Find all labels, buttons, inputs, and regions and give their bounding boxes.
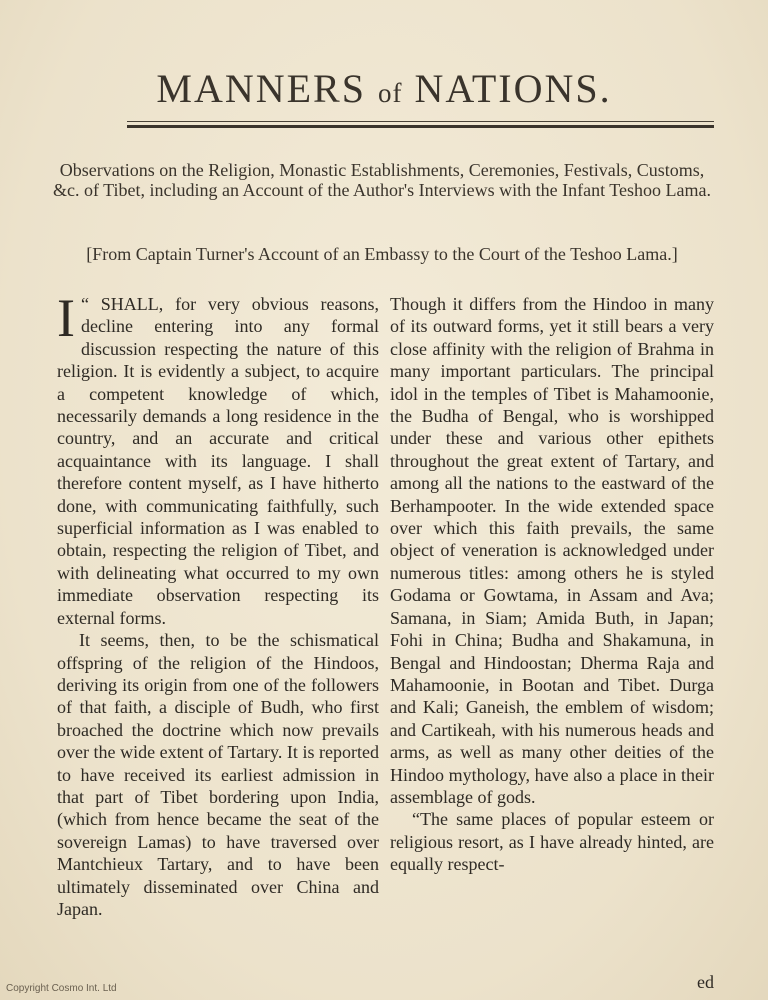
left-para-2: It seems, then, to be the schismatical offspring of the religion of the Hindoos, deriving its origin from one of the followers of that faith, a disciple of Budh, who first broached the doctrine which now prevails over the wide extent of Tartary. It is reported to have received its earliest admission in that part of Tibet bordering upon India, (which from hence became the seat of the sovereign Lamas) to have traversed over Mantchieux Tartary, and to have been ultimately disseminated over China and Japan.: [57, 630, 379, 919]
article-source: [From Captain Turner's Account of an Embassy to the Court of the Teshoo Lama.]: [86, 244, 678, 264]
title-of: of: [377, 77, 403, 108]
page-title: [0, 65, 768, 112]
left-para-1-text: SHALL, for very obvious reasons, decline entering into any formal discussion respecting the nature of this religion. It is evidently a subject, to acquire a competent knowledge of which, necessarily demands a long residence in the country, and an accurate and critical acquaintance with its language. I shall therefore content myself, as I have hitherto done, with communicating faithfully, such superficial information as I was enabled to obtain, respecting the religion of Tibet, and with delineating what occurred to my own immediate observation respecting its external forms.: [57, 294, 379, 628]
left-para-1: [57, 288, 379, 629]
left-column: [57, 288, 379, 920]
title-part-1: MANNERS: [156, 65, 366, 111]
right-column: [390, 293, 714, 876]
right-para-1: Though it differs from the Hindoo in many of its outward forms, yet it still bears a very close affinity with the religion of Brahma in many important particulars. The principal idol in the temples of Tibet is Mahamoonie, the Budha of Bengal, who is worshipped under these and various other epithets throughout the great extent of Tartary, and among all the nations to the eastward of the Berhampooter. In the wide extended space over which this faith prevails, the same object of veneration is acknowledged under numerous titles: among others he is styled Godama or Gowtama, in Assam and Ava; Samana, in Siam; Amida Buth, in Japan; Fohi in China; Budha and Shakamuna, in Bengal and Hindoostan; Dherma Raja and Mahamoonie, in Bootan and Tibet. Durga and Kali; Ganeish, the emblem of wisdom; and Cartikeah, with his numerous heads and arms, as well as many other deities of the Hindoo mythology, have also a place in their assemblage of gods.: [390, 294, 714, 807]
copyright-watermark: Copyright Cosmo Int. Ltd: [6, 983, 117, 994]
title-rule-thin: [127, 121, 714, 122]
catchword: ed: [697, 972, 714, 992]
drop-cap: I: [57, 288, 75, 348]
title-rule-thick: [127, 125, 714, 128]
title-part-2: NATIONS.: [414, 65, 612, 111]
article-heading: Observations on the Religion, Monastic Establishments, Ceremonies, Festivals, Customs, &c. of Tibet, including an Account of the Author's Interviews with the Infant Teshoo Lama.: [52, 160, 712, 200]
right-para-2: “The same places of popular esteem or religious resort, as I have already hinted, are equally respect-: [390, 809, 714, 875]
opening-quote: “: [80, 294, 89, 314]
